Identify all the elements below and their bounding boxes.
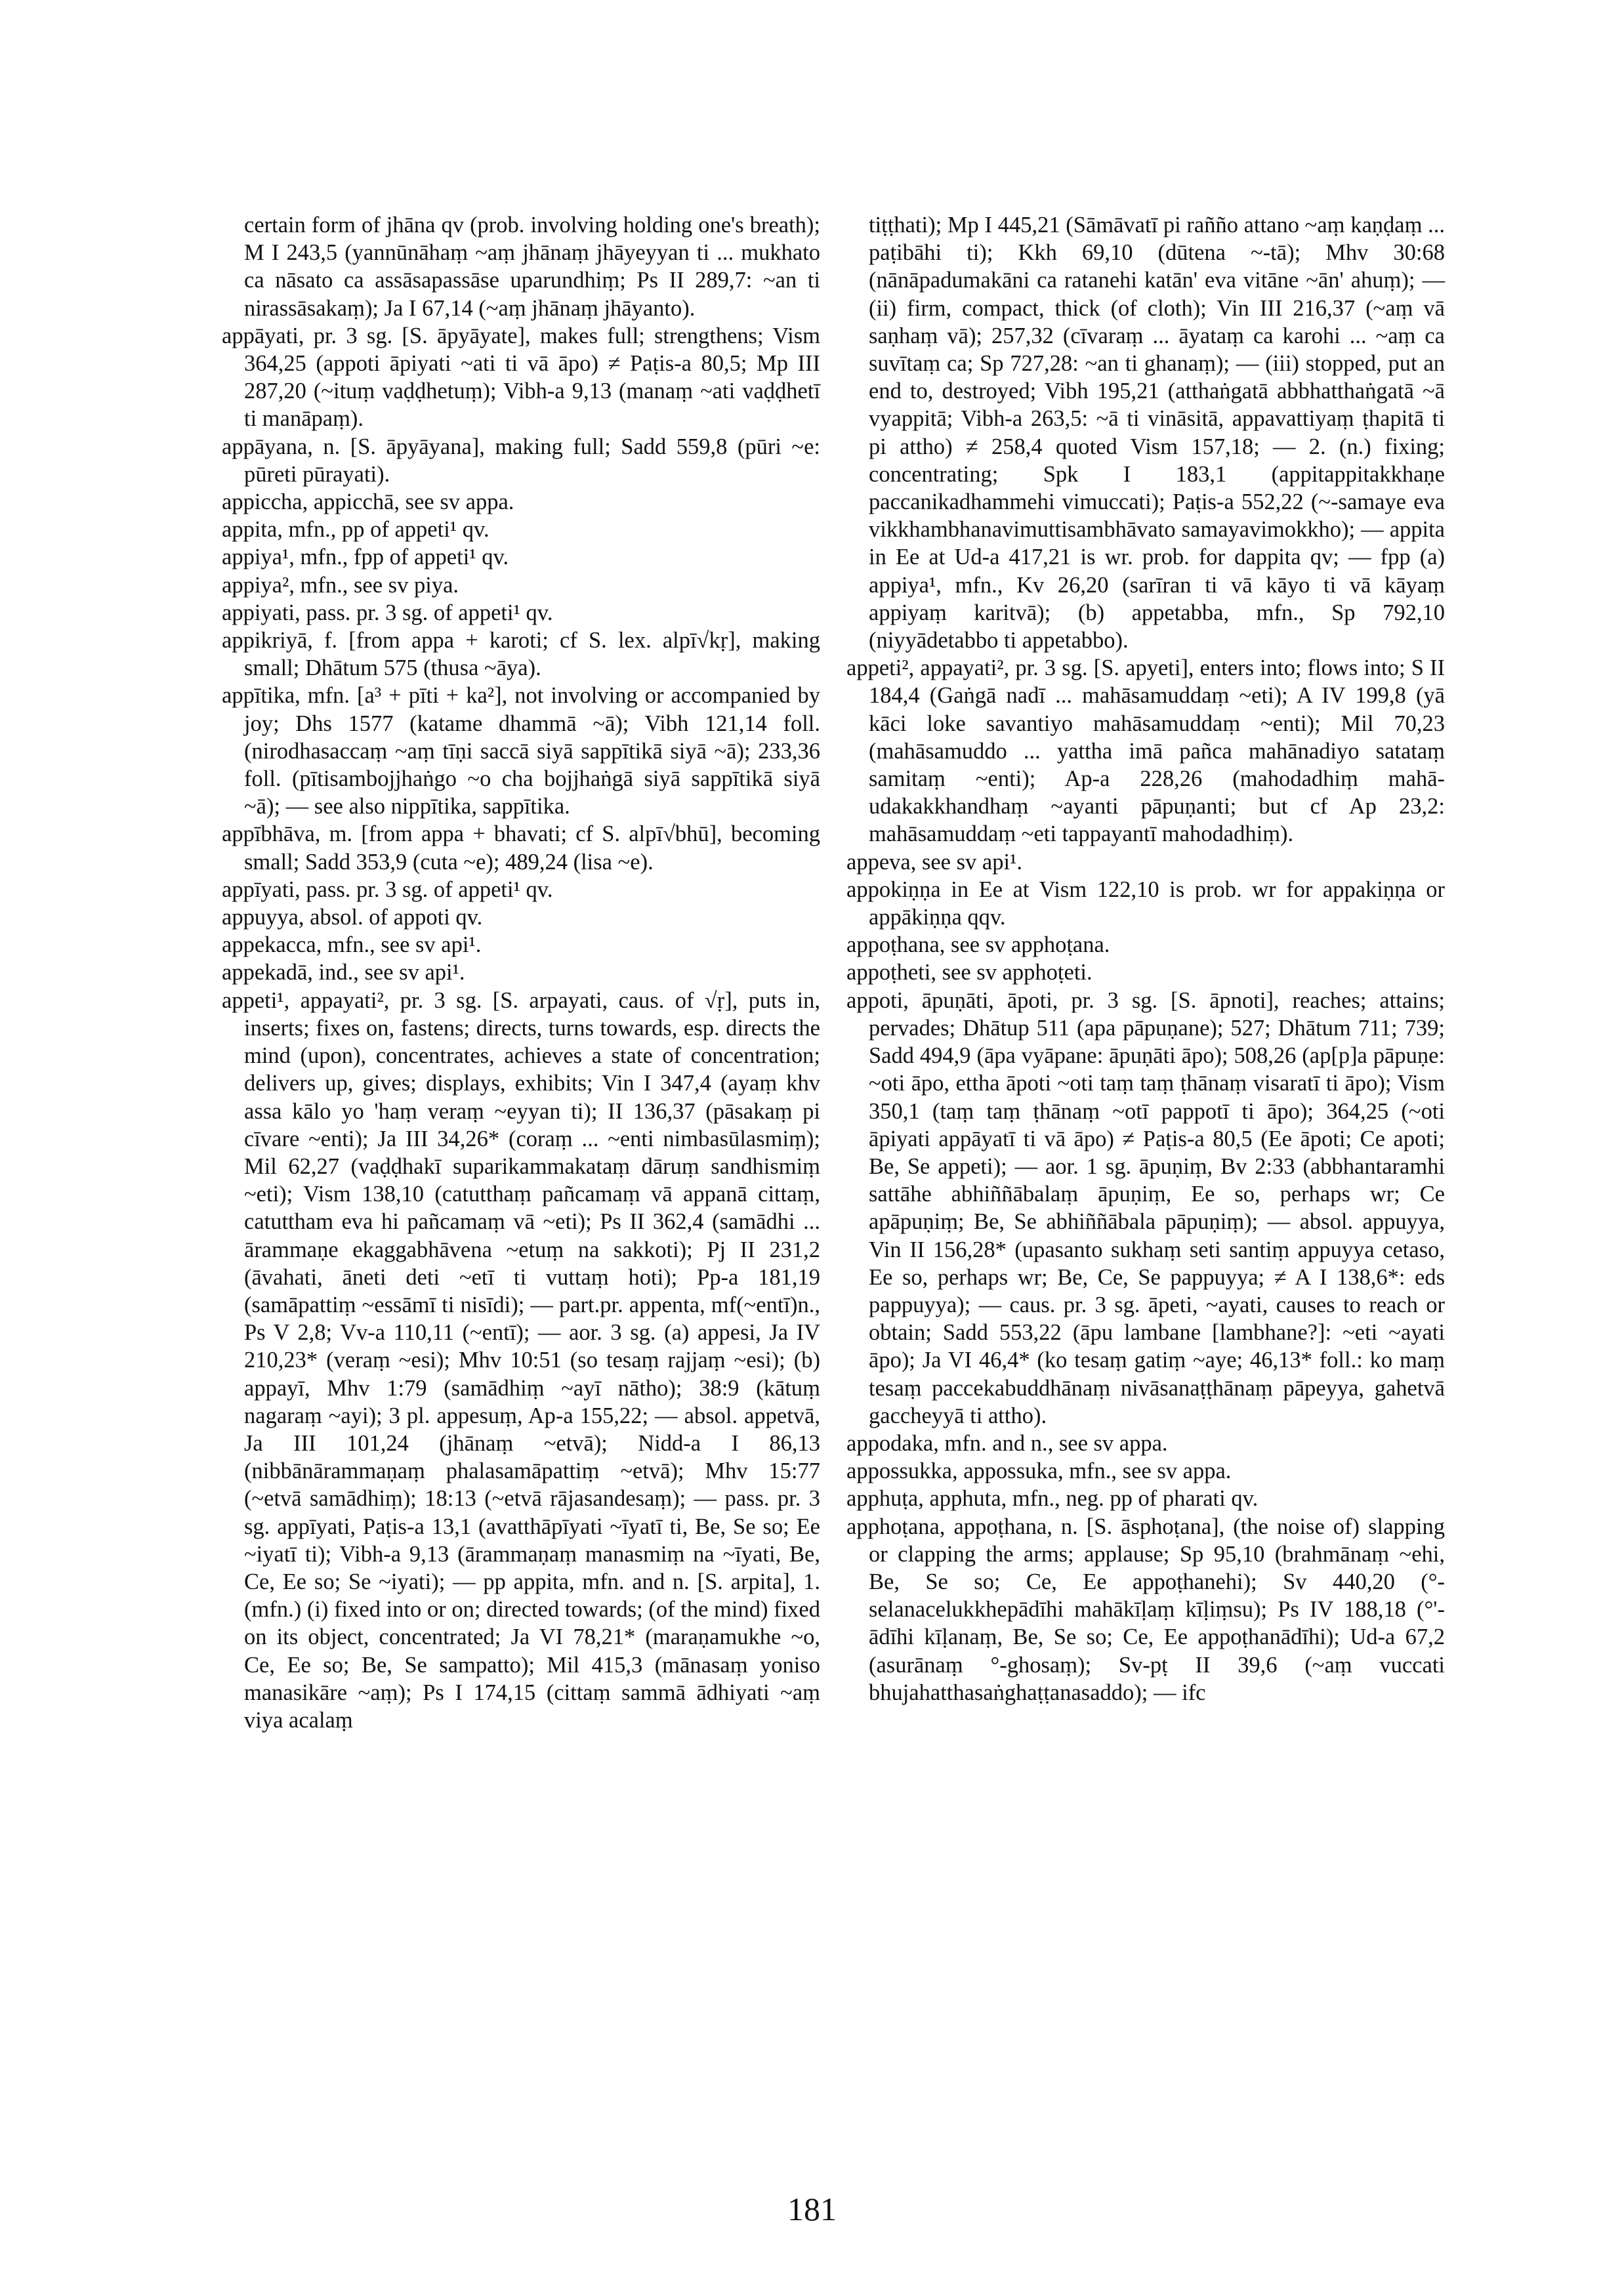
entry-appotheti: appoṭheti, see sv apphoṭeti. bbox=[846, 960, 1093, 985]
entry-appiya-1: appiya¹, mfn., fpp of appeti¹ qv. bbox=[222, 545, 509, 570]
entry-appokinna: appokiṇṇa in Ee at Vism 122,10 is prob. wr for appakiṇṇa or appākiṇṇa qqv. bbox=[846, 877, 1445, 930]
entry-appeti-2: appeti², appayati², pr. 3 sg. [S. apyeti], enters into; flows into; S II 184,4 (Gaṅgā nadī ... mahāsamuddaṃ ~eti); A IV 199,8 (yā kāci loke savantiyo mahāsamuddaṃ ~enti); Mil 70,23 (mahāsamuddo ... yattha imā pañca mahānadiyo satataṃ samitaṃ ~enti); Ap-a 228,26 (mahodadhiṃ mahā-udakakkhandhaṃ ~ayanti pāpuṇanti; but cf Ap 23,2: mahāsamuddaṃ ~eti tappayantī mahodadhiṃ). bbox=[846, 655, 1445, 847]
entry-appeti-1: appeti¹, appayati², pr. 3 sg. [S. arpayati, caus. of √ṛ], puts in, inserts; fixes on, fastens; directs, turns towards, esp. directs the mind (upon), concentrates, achieves a state of concentration; delivers up, gives; displays, exhibits; Vin I 347,4 (ayaṃ khv assa kālo yo 'haṃ veraṃ ~eyyan ti); II 136,37 (pāsakaṃ pi cīvare ~enti); Ja III 34,26* (coraṃ ... ~enti nimbasūlasmiṃ); Mil 62,27 (vaḍḍhakī suparikammakataṃ dāruṃ sandhismiṃ ~eti); Vism 138,10 (catutthaṃ pañcamaṃ vā appanā cittaṃ, catuttham eva hi pañcamaṃ vā ~eti); Ps II 362,4 (samādhi ... ārammaṇe ekaggabhāvena ~etuṃ na sakkoti); Pj II 231,2 (āvahati, āneti deti ~etī ti vuttaṃ hoti); Pp-a 181,19 (samāpattiṃ ~essāmī ti nisīdi); — part.pr. appenta, mf(~entī)n., Ps V 2,8; Vv-a 110,11 (~entī); — aor. 3 sg. (a) appesi, Ja IV 210,23* (veraṃ ~esi); Mhv 10:51 (so tesaṃ rajjaṃ ~esi); (b) appayī, Mhv 1:79 (samādhiṃ ~ayī nātho); 38:9 (kātuṃ nagaraṃ ~ayi); 3 pl. appesuṃ, Ap-a 155,22; — absol. appetvā, Ja III 101,24 (jhānaṃ ~etvā); Nidd-a I 86,13 (nibbānārammaṇaṃ phalasamāpattiṃ ~etvā); Mhv 15:77 (~etvā samādhiṃ); 18:13 (~etvā rājasandesaṃ); — pass. pr. 3 sg. appīyati, Paṭis-a 13,1 (avatthāpīyati ~īyatī ti, Be, Se so; Ee ~iyatī ti); Vibh-a 9,13 (ārammaṇaṃ manasmiṃ na ~īyati, Be, Ce, Ee so; Se ~iyati); — pp appita, mfn. and n. [S. arpita], 1. (mfn.) (i) fixed into or on; directed towards; (of the mind) fixed on its object, concentrated; Ja VI 78,21* (maraṇamukhe ~o, Ce, Ee so; Be, Se sampatto); Mil 415,3 (mānasaṃ yoniso manasikāre ~aṃ); Ps I 174,15 (cittaṃ sammā ādhiyati ~aṃ viya acalaṃ bbox=[222, 987, 820, 1733]
entry-continuation: certain form of jhāna qv (prob. involving holding one's breath); M I 243,5 (yannūnāhaṃ ~aṃ jhānaṃ jhāyeyyan ti ... mukhato ca nāsato ca assāsapassāse uparundhiṃ; Ps II 289,7: ~an ti nirassāsakaṃ); Ja I 67,14 (~aṃ jhānaṃ jhāyanto). bbox=[244, 213, 820, 321]
entry-apphuta: apphuṭa, apphuta, mfn., neg. pp of pharati qv. bbox=[846, 1486, 1259, 1512]
entry-appiccha: appiccha, appicchā, see sv appa. bbox=[222, 489, 514, 515]
entry-appibhava: appībhāva, m. [from appa + bhavati; cf S. alpī√bhū], becoming small; Sadd 353,9 (cuta ~e); 489,24 (lisa ~e). bbox=[222, 821, 820, 875]
left-column bbox=[222, 211, 820, 1734]
entry-appiyati: appiyati, pass. pr. 3 sg. of appeti¹ qv. bbox=[222, 600, 553, 625]
page-number: 181 bbox=[787, 2191, 837, 2227]
entry-appitika: appītika, mfn. [a³ + pīti + ka²], not involving or accompanied by joy; Dhs 1577 (katame dhammā ~ā); Vibh 121,14 foll. (nirodhasaccaṃ ~aṃ tīṇi saccā siyā sappītikā siyā ~ā); 233,36 foll. (pītisambojjhaṅgo ~o cha bojjhaṅgā siyā sappītikā siyā ~ā); — see also nippītika, sappītika. bbox=[222, 683, 820, 819]
entry-appiyati-pass: appīyati, pass. pr. 3 sg. of appeti¹ qv. bbox=[222, 877, 553, 902]
entry-appossukka: appossukka, appossuka, mfn., see sv appa. bbox=[846, 1458, 1232, 1484]
entry-appekacca: appekacca, mfn., see sv api¹. bbox=[222, 932, 482, 958]
entry-appikriya: appikriyā, f. [from appa + karoti; cf S. lex. alpī√kṛ], making small; Dhātum 575 (thusa ~āya). bbox=[222, 628, 820, 681]
entry-apphotana: apphoṭana, appoṭhana, n. [S. āsphoṭana], (the noise of) slapping or clapping the arms; applause; Sp 95,10 (brahmānaṃ ~ehi, Be, Se so; Ce, Ee appoṭhanehi); Sv 440,20 (°-selanacelukkhepādīhi mahākīḷaṃ kīḷiṃsu); Ps IV 188,18 (°'-ādīhi kīḷanaṃ, Be, Se so; Ce, Ee appoṭhanādīhi); Ud-a 67,2 (asurānaṃ °-ghosaṃ); Sv-pṭ II 39,6 (~aṃ vuccati bhujahatthasaṅghaṭṭanasaddo); — ifc bbox=[846, 1514, 1445, 1705]
entry-appayati: appāyati, pr. 3 sg. [S. āpyāyate], makes full; strengthens; Vism 364,25 (appoti āpiyati ~ati ti vā āpo) ≠ Paṭis-a 80,5; Mp III 287,20 (~ituṃ vaḍḍhetuṃ); Vibh-a 9,13 (manaṃ ~ati vaḍḍhetī ti manāpaṃ). bbox=[222, 323, 820, 432]
entry-appothana: appoṭhana, see sv apphoṭana. bbox=[846, 932, 1110, 958]
entry-continuation: tiṭṭhati); Mp I 445,21 (Sāmāvatī pi rañño attano ~aṃ kaṇḍaṃ ... paṭibāhi ti); Kkh 69,10 (dūtena ~-tā); Mhv 30:68 (nānāpadumakāni ca ratanehi katān' eva vitāne ~ān' ahuṃ); — (ii) firm, compact, thick (of cloth); Vin III 216,37 (~aṃ vā saṇhaṃ vā); 257,32 (cīvaraṃ ... āyataṃ ca karohi ... ~aṃ ca suvītaṃ ca; Sp 727,28: ~an ti ghanaṃ); — (iii) stopped, put an end to, destroyed; Vibh 195,21 (atthaṅgatā abbhatthaṅgatā ~ā vyappitā; Vibh-a 263,5: ~ā ti vināsitā, appavattiyaṃ ṭhapitā ti pi attho) ≠ 258,4 quoted Vism 157,18; — 2. (n.) fixing; concentrating; Spk I 183,1 (appitappitakkhaṇe paccanikadhammehi vimuccati); Paṭis-a 552,22 (~-samaye eva vikkhambhanavimuttisambhāvato samayavimokkho); — appita in Ee at Ud-a 417,21 is wr. prob. for dappita qv; — fpp (a) appiya¹, mfn., Kv 26,20 (sarīran ti vā kāyo ti vā kāyaṃ appiyaṃ karitvā); (b) appetabba, mfn., Sp 792,10 (niyyādetabbo ti appetabbo). bbox=[869, 213, 1445, 653]
entry-appoti: appoti, āpuṇāti, āpoti, pr. 3 sg. [S. āpnoti], reaches; attains; pervades; Dhātup 511 (apa pāpuṇane); 527; Dhātum 711; 739; Sadd 494,9 (āpa vyāpane: āpuṇāti āpo); 508,26 (ap[p]a pāpuṇe: ~oti āpo, ettha āpoti ~oti taṃ taṃ ṭhānaṃ visaratī ti āpo); Vism 350,1 (taṃ taṃ ṭhānaṃ ~otī pappotī ti āpo); 364,25 (~oti āpiyati appāyatī ti vā āpo) ≠ Paṭis-a 80,5 (Ee āpoti; Ce apoti; Be, Se appeti); — aor. 1 sg. āpuṇiṃ, Bv 2:33 (abbhantaramhi sattāhe abhiññābalaṃ āpuṇiṃ, Ee so, perhaps wr; Ce apāpuṇiṃ; Be, Se abhiññābala pāpuṇiṃ); — absol. appuyya, Vin II 156,28* (upasanto sukhaṃ seti santiṃ appuyya cetaso, Ee so, perhaps wr; Be, Ce, Se pappuyya; ≠ A I 138,6*: eds pappuyya); — caus. pr. 3 sg. āpeti, ~ayati, causes to reach or obtain; Sadd 553,22 (āpu lambane [lambhane?]: ~eti ~ayati āpo); Ja VI 46,4* (ko tesaṃ gatiṃ ~aye; 46,13* foll.: ko maṃ tesaṃ paccekabuddhānaṃ nivāsanaṭṭhānaṃ pāpeyya, gahetvā gaccheyyā ti attho). bbox=[846, 987, 1445, 1428]
entry-appeva: appeva, see sv api¹. bbox=[846, 849, 1023, 875]
right-column bbox=[846, 211, 1445, 1706]
entry-appita: appita, mfn., pp of appeti¹ qv. bbox=[222, 517, 489, 543]
entry-appayana: appāyana, n. [S. āpyāyana], making full; Sadd 559,8 (pūri ~e: pūreti pūrayati). bbox=[222, 434, 820, 487]
entry-appuyya: appuyya, absol. of appoti qv. bbox=[222, 905, 483, 930]
entry-appodaka: appodaka, mfn. and n., see sv appa. bbox=[846, 1430, 1168, 1456]
entry-appiya-2: appiya², mfn., see sv piya. bbox=[222, 572, 459, 598]
entry-appekada: appekadā, ind., see sv api¹. bbox=[222, 960, 465, 985]
